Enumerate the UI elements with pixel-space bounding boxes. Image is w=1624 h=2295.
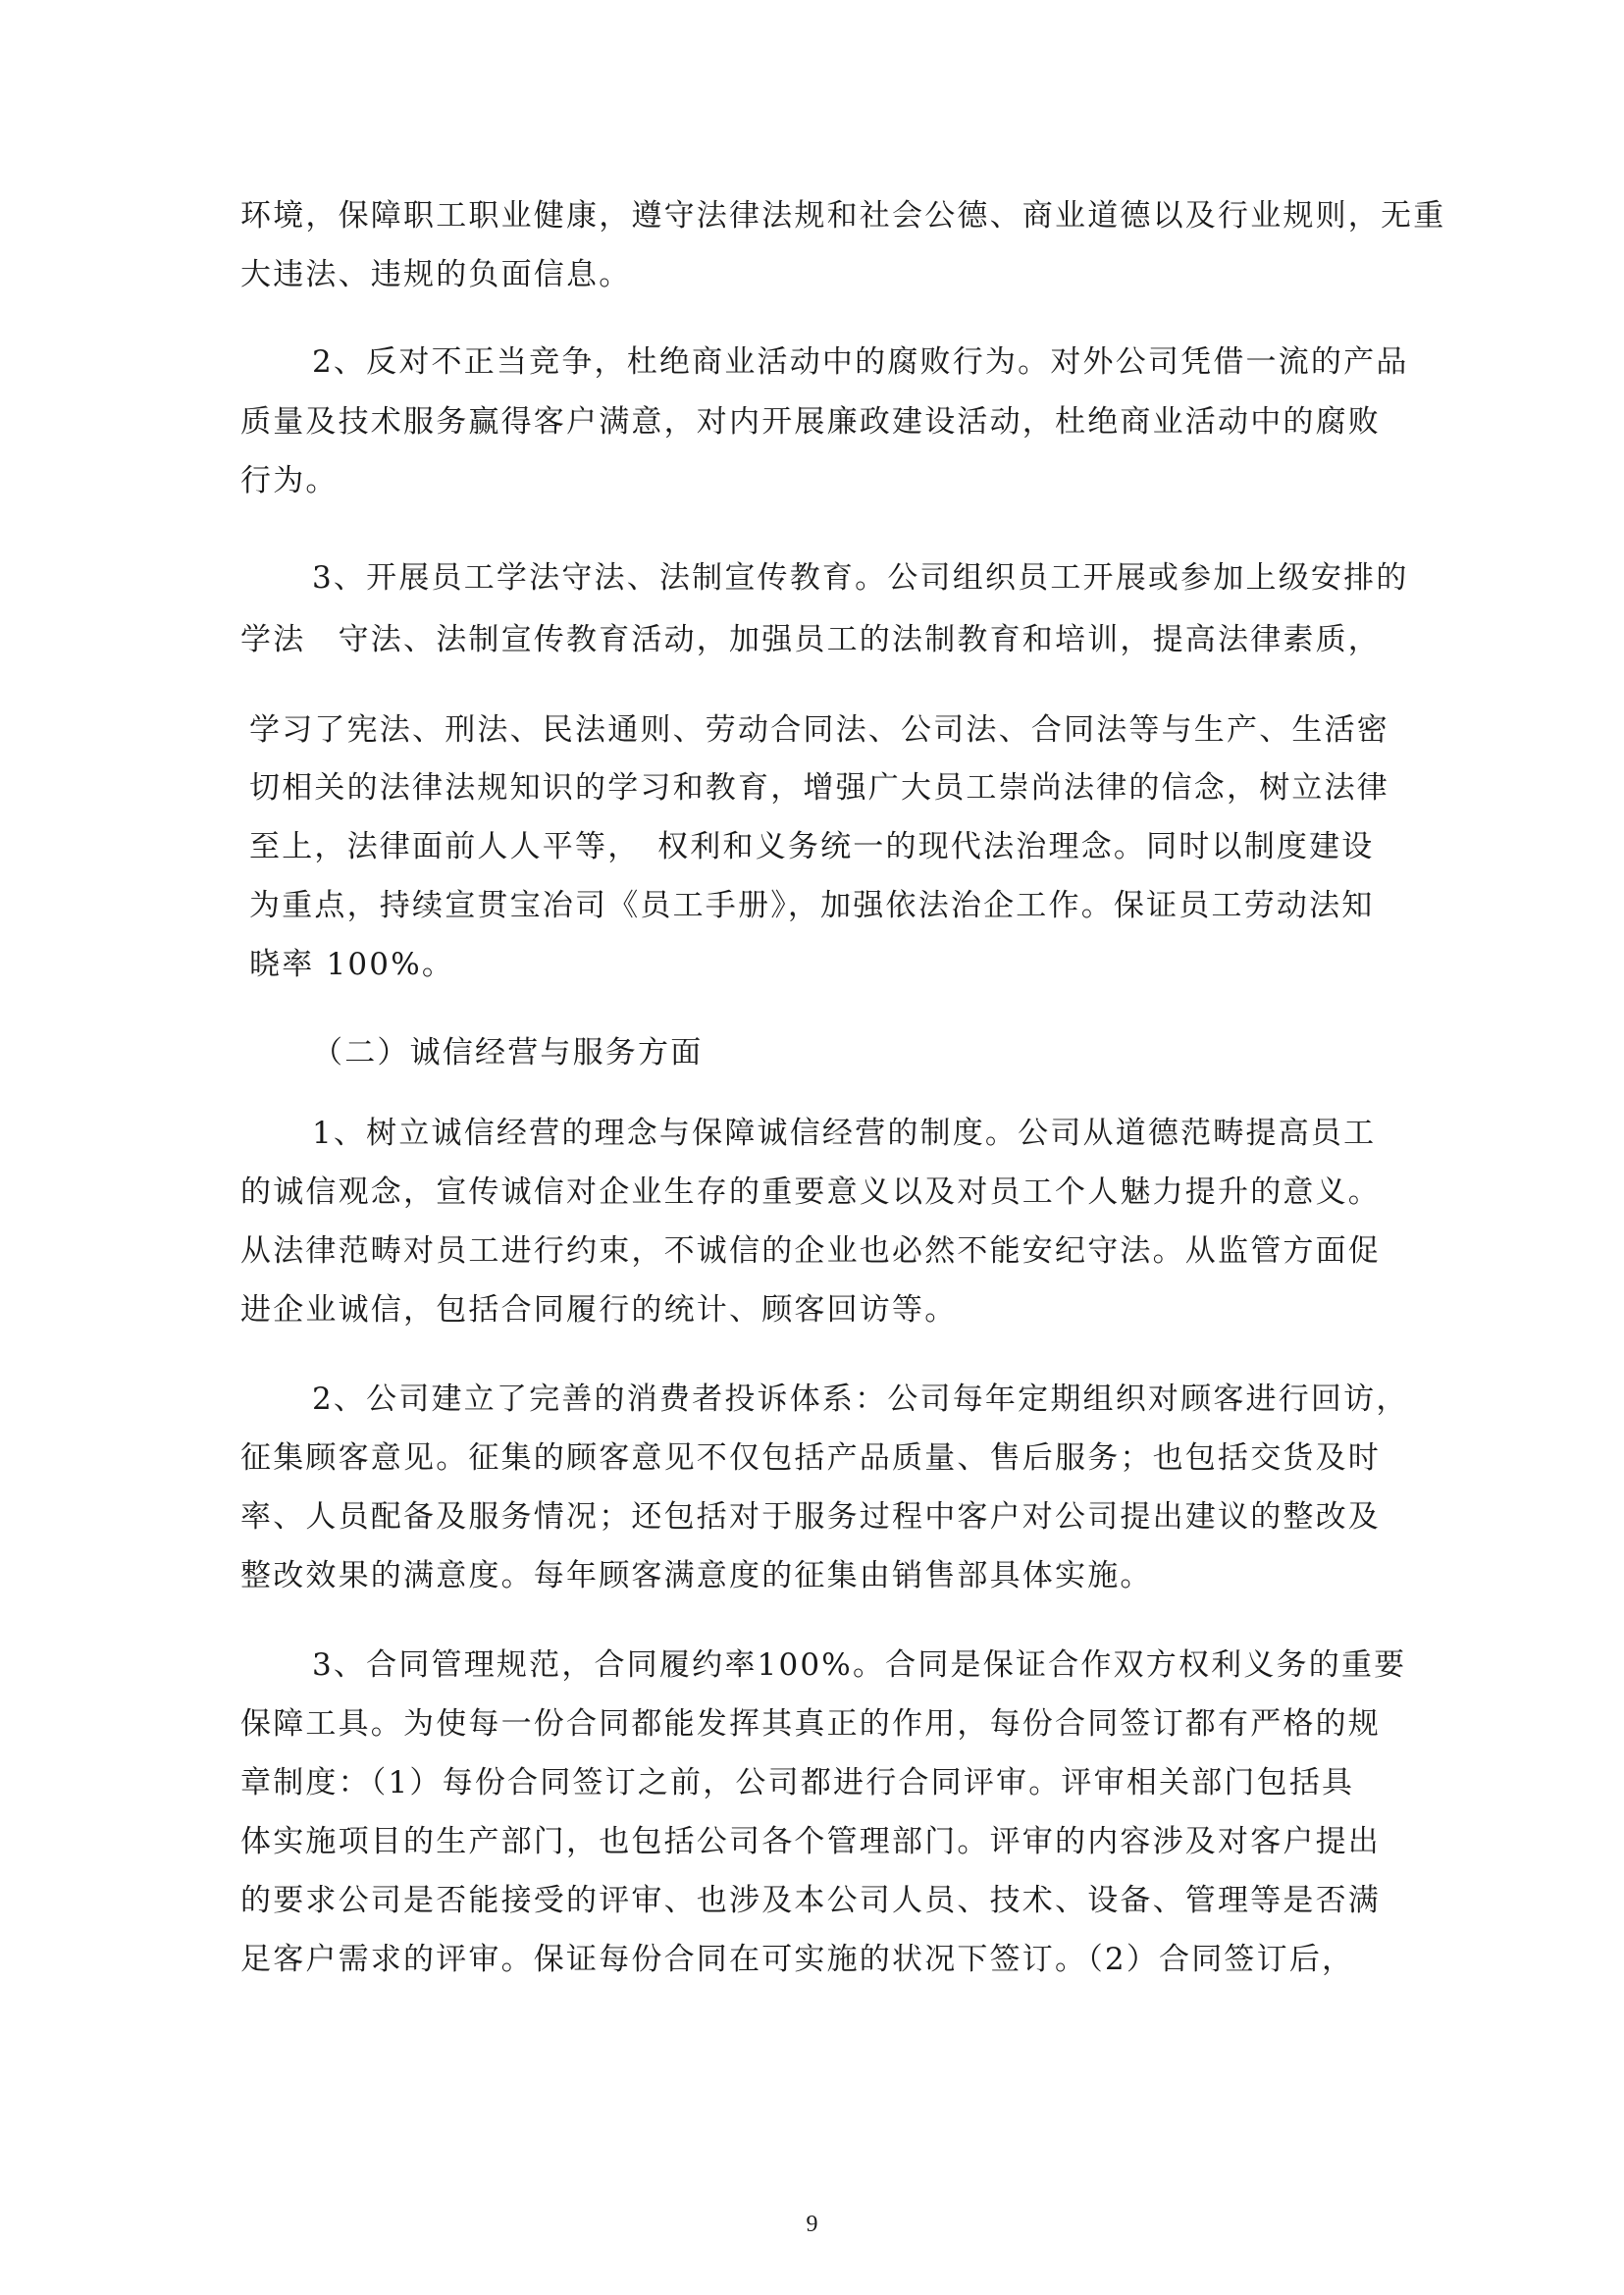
text-line-4: 质量及技术服务赢得客户满意，对内开展廉政建设活动，杜绝商业活动中的腐败 — [240, 404, 1381, 440]
text-line-16: 从法律范畴对员工进行约束，不诚信的企业也必然不能安纪守法。从监管方面促 — [240, 1233, 1381, 1269]
text-line-6: 3、开展员工学法守法、法制宣传教育。公司组织员工开展或参加上级安排的 — [312, 560, 1409, 596]
text-line-22: 3、合同管理规范，合同履约率100%。合同是保证合作双方权利义务的重要 — [312, 1647, 1407, 1683]
text-line-24: 章制度：（1）每份合同签订之前，公司都进行合同评审。评审相关部门包括具 — [240, 1765, 1355, 1800]
text-line-15: 的诚信观念，宣传诚信对企业生存的重要意义以及对员工个人魅力提升的意义。 — [240, 1174, 1381, 1210]
section-heading: （二）诚信经营与服务方面 — [312, 1035, 704, 1070]
text-line-25: 体实施项目的生产部门，也包括公司各个管理部门。评审的内容涉及对客户提出 — [240, 1824, 1381, 1859]
text-line-3: 2、反对不正当竞争，杜绝商业活动中的腐败行为。对外公司凭借一流的产品 — [312, 344, 1409, 380]
text-line-11: 为重点，持续宣贯宝冶司《员工手册》，加强依法治企工作。保证员工劳动法知 — [249, 888, 1375, 923]
text-line-21: 整改效果的满意度。每年顾客满意度的征集由销售部具体实施。 — [240, 1558, 1153, 1593]
text-line-2: 大违法、违规的负面信息。 — [240, 257, 632, 292]
text-line-5: 行为。 — [240, 463, 339, 498]
text-line-20: 率、人员配备及服务情况；还包括对于服务过程中客户对公司提出建议的整改及 — [240, 1499, 1381, 1535]
text-line-9: 切相关的法律法规知识的学习和教育，增强广大员工崇尚法律的信念，树立法律 — [249, 770, 1389, 806]
text-line-10: 至上，法律面前人人平等， 权利和义务统一的现代法治理念。同时以制度建设 — [249, 829, 1375, 864]
text-line-8: 学习了宪法、刑法、民法通则、劳动合同法、公司法、合同法等与生产、生活密 — [249, 712, 1389, 748]
text-line-26: 的要求公司是否能接受的评审、也涉及本公司人员、技术、设备、管理等是否满 — [240, 1883, 1381, 1918]
text-line-12: 晓率 100%。 — [249, 947, 455, 982]
text-line-14: 1、树立诚信经营的理念与保障诚信经营的制度。公司从道德范畴提高员工 — [312, 1116, 1377, 1151]
text-line-18: 2、公司建立了完善的消费者投诉体系：公司每年定期组织对顾客进行回访， — [312, 1382, 1409, 1417]
text-line-23: 保障工具。为使每一份合同都能发挥其真正的作用，每份合同签订都有严格的规 — [240, 1706, 1381, 1742]
text-line-27: 足客户需求的评审。保证每份合同在可实施的状况下签订。（2）合同签订后， — [240, 1942, 1355, 1977]
text-line-19: 征集顾客意见。征集的顾客意见不仅包括产品质量、售后服务；也包括交货及时 — [240, 1440, 1381, 1476]
text-line-7: 学法 守法、法制宣传教育活动，加强员工的法制教育和培训，提高法律素质， — [240, 622, 1381, 657]
text-line-1: 环境，保障职工职业健康，遵守法律法规和社会公德、商业道德以及行业规则，无重 — [240, 198, 1446, 234]
text-line-17: 进企业诚信，包括合同履行的统计、顾客回访等。 — [240, 1292, 958, 1328]
page-number: 9 — [806, 2212, 818, 2237]
